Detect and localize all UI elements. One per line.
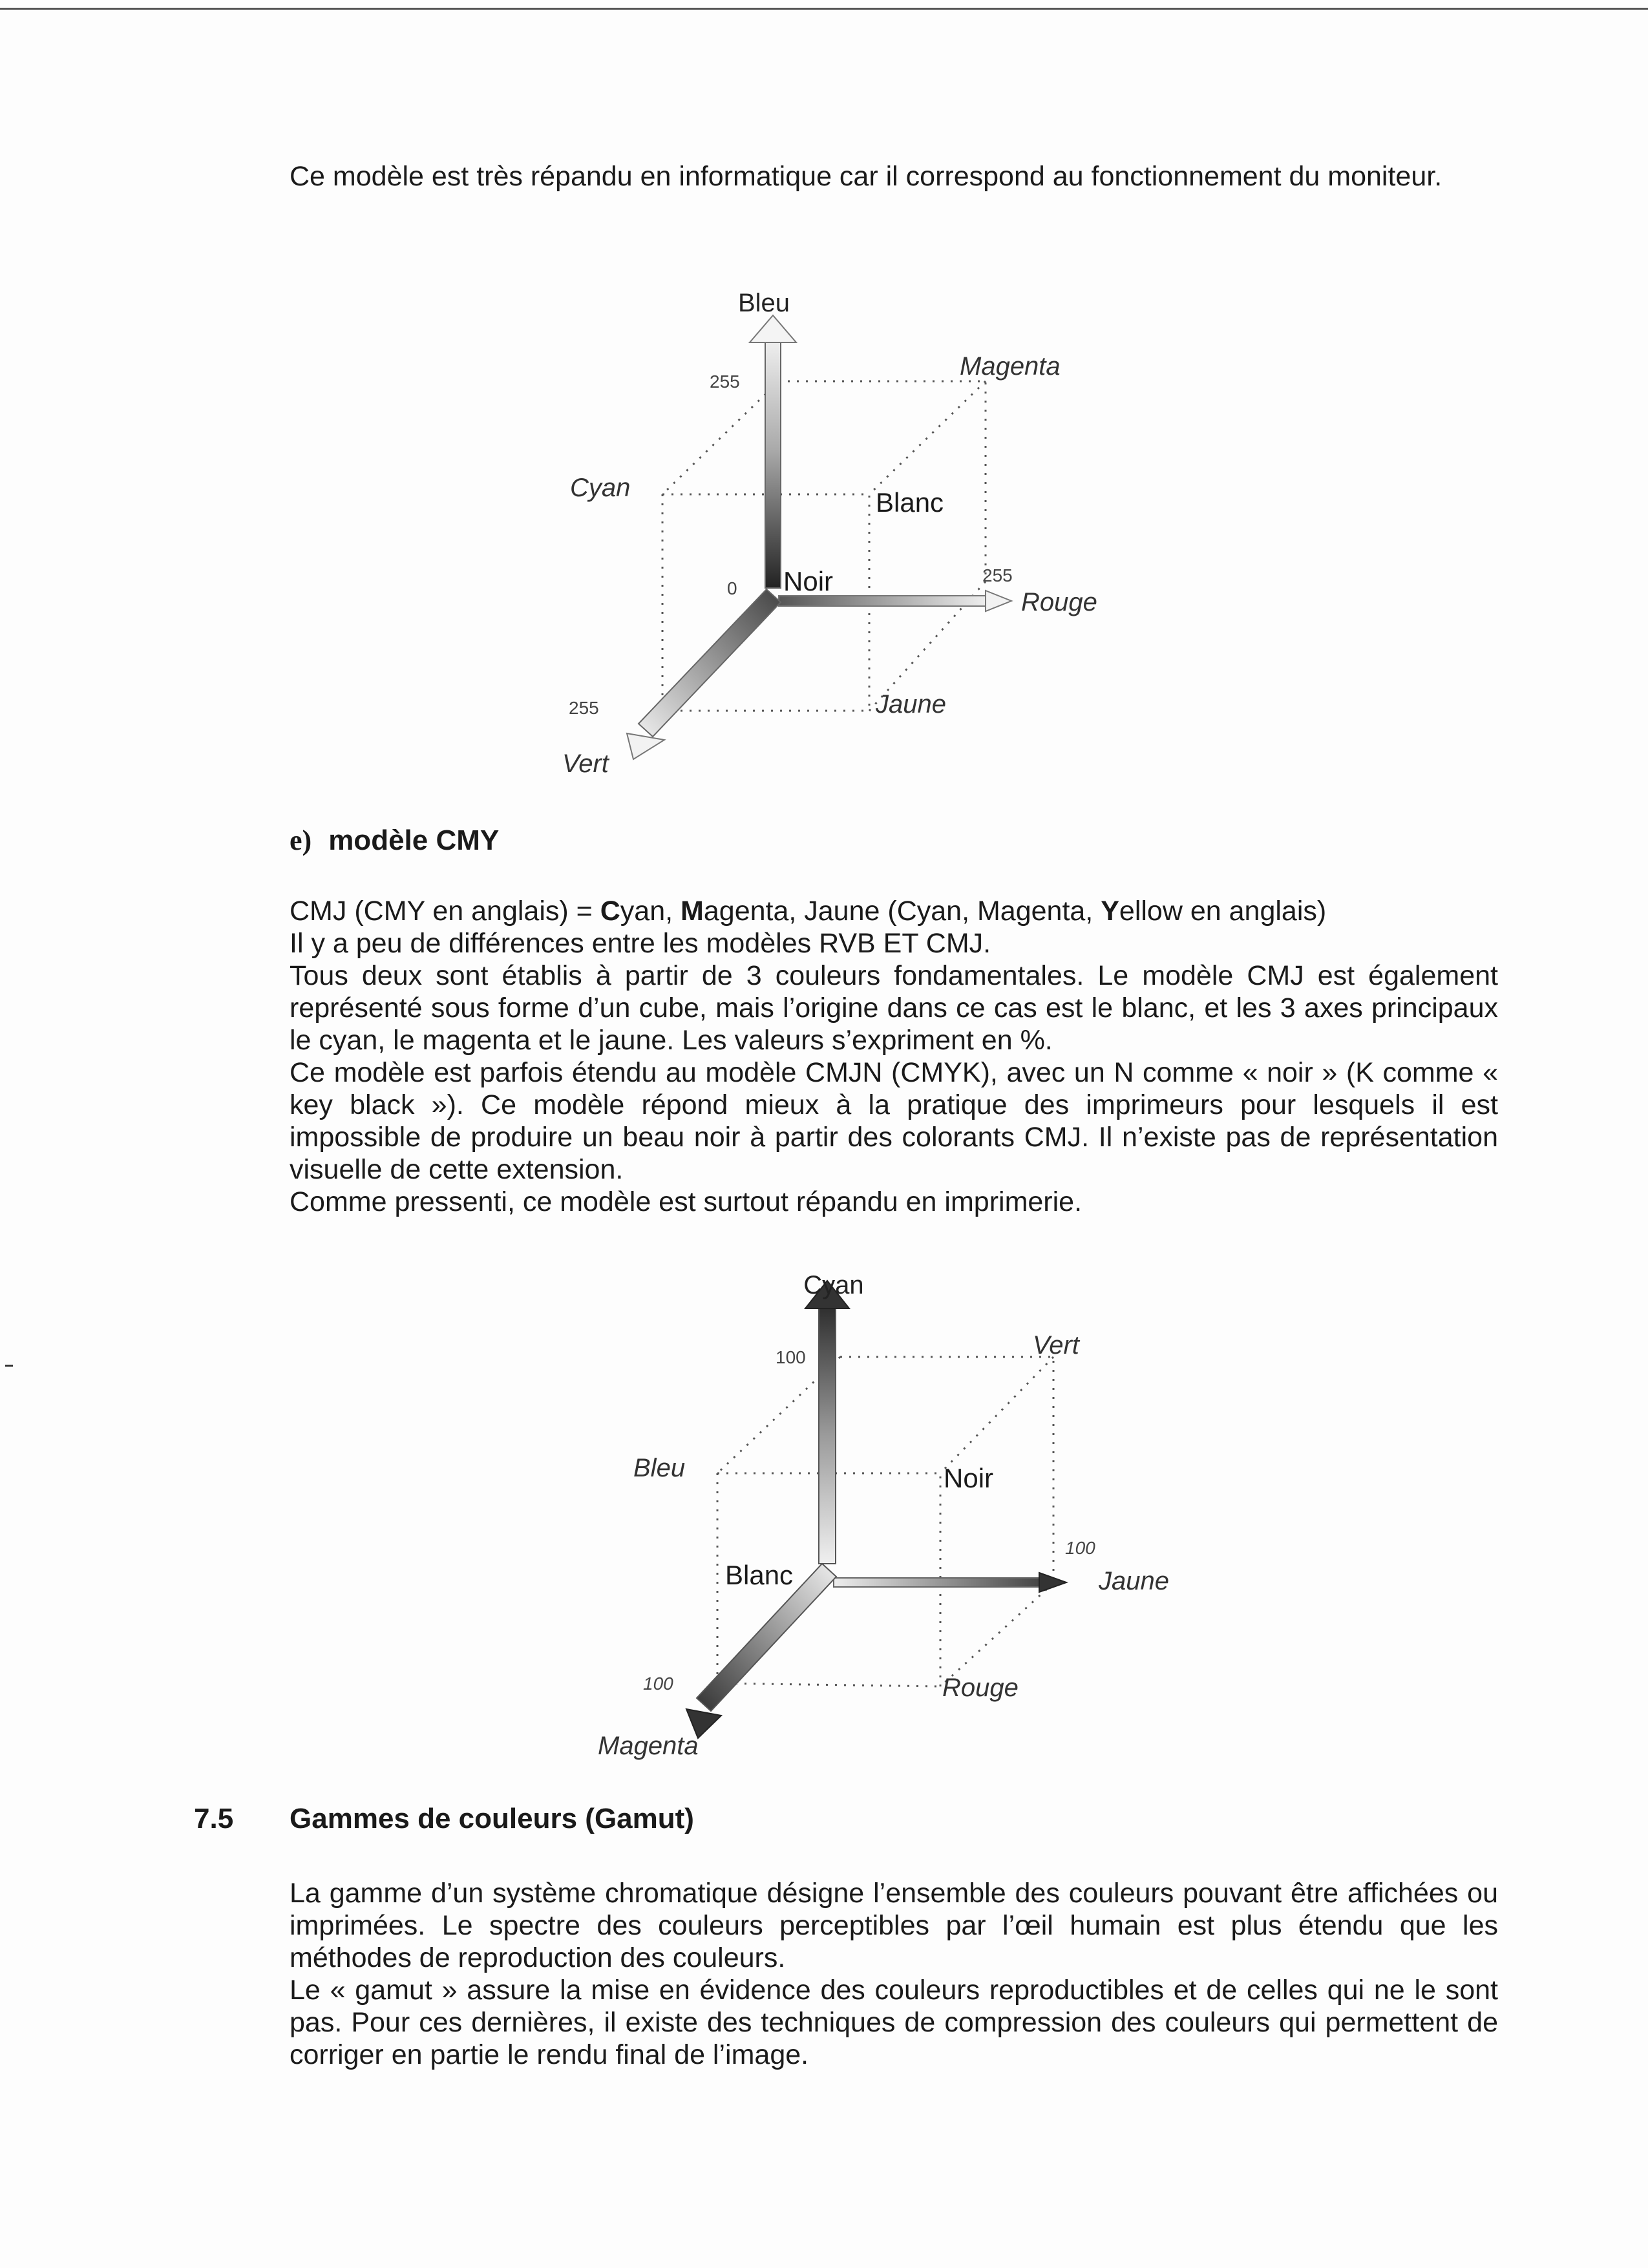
gamut-line-2: Le « gamut » assure la mise en évidence des couleurs reproductibles et de celles qui ne le sont pas. Pour ces dernières, il existe des techniques de compression des couleurs qui permettent de corriger en partie le rendu final de l’image. bbox=[290, 1975, 1498, 2070]
axis-label-cyan: Cyan bbox=[803, 1271, 864, 1299]
axis-label-vert: Vert bbox=[562, 750, 609, 778]
scan-edge-line bbox=[0, 8, 1648, 10]
axis-label-magenta: Magenta bbox=[598, 1732, 699, 1760]
cmy-line-1-prefix: CMJ (CMY en anglais) = bbox=[290, 896, 600, 927]
section-e-title: modèle CMY bbox=[328, 824, 500, 856]
tick-origin-0: 0 bbox=[727, 578, 737, 598]
cmy-bold-y: Y bbox=[1101, 896, 1119, 927]
section-e-heading bbox=[290, 824, 499, 857]
intro-text: Ce modèle est très répandu en informatique car il correspond au fonctionnement du moniteur. bbox=[290, 161, 1442, 192]
axis-label-rouge: Rouge bbox=[1021, 588, 1097, 616]
inner-label-blanc: Blanc bbox=[876, 487, 944, 518]
cmy-bold-c: C bbox=[600, 896, 620, 927]
cmy-m-rest: agenta, Jaune (Cyan, Magenta, bbox=[703, 896, 1101, 927]
cmy-paragraph bbox=[290, 895, 1498, 1218]
cmy-line-4: Ce modèle est parfois étendu au modèle CMJN (CMYK), avec un N comme « noir » (K comme « key black »). Ce modèle répond mieux à la pratique des imprimeurs pour lesquels il est impossible de produire un beau noir à partir des colorants CMJ. Il n’existe pas de représentation visuelle de cette extension. bbox=[290, 1057, 1498, 1185]
inner-label-noir: Noir bbox=[944, 1463, 994, 1493]
tick-magenta-100: 100 bbox=[643, 1674, 673, 1694]
origin-label-noir: Noir bbox=[783, 566, 834, 596]
tick-rouge-255: 255 bbox=[982, 565, 1013, 585]
cmy-line-2: Il y a peu de différences entre les modèles RVB ET CMJ. bbox=[290, 928, 991, 959]
origin-label-blanc: Blanc bbox=[725, 1560, 794, 1590]
cmy-line-5: Comme pressenti, ce modèle est surtout répandu en imprimerie. bbox=[290, 1186, 1083, 1217]
corner-label-bleu: Bleu bbox=[633, 1454, 686, 1482]
cmy-y-rest: ellow en anglais) bbox=[1119, 896, 1327, 927]
corner-label-cyan: Cyan bbox=[570, 474, 631, 502]
cmy-cube-figure bbox=[582, 1260, 1228, 1764]
section-number: 7.5 bbox=[194, 1803, 234, 1834]
gamut-line-1: La gamme d’un système chromatique désigne l’ensemble des couleurs pouvant être affichées ou imprimées. Le spectre des couleurs perceptibles par l’œil humain est plus étendu que les méthodes de reproduction des couleurs. bbox=[290, 1878, 1498, 1973]
corner-label-rouge: Rouge bbox=[942, 1674, 1019, 1702]
cmy-line-3: Tous deux sont établis à partir de 3 couleurs fondamentales. Le modèle CMJ est également représenté sous forme d’un cube, mais l’origine dans ce cas est le blanc, et les 3 axes principaux le cyan, le magenta et le jaune. Les valeurs s’expriment en %. bbox=[290, 960, 1498, 1056]
corner-label-vert: Vert bbox=[1033, 1331, 1079, 1360]
tick-vert-255: 255 bbox=[569, 698, 599, 718]
section-title: Gammes de couleurs (Gamut) bbox=[290, 1803, 694, 1834]
axis-label-jaune: Jaune bbox=[1099, 1567, 1169, 1595]
tick-cyan-100: 100 bbox=[776, 1347, 806, 1367]
axis-label-bleu: Bleu bbox=[737, 289, 790, 317]
tick-bleu-255: 255 bbox=[710, 372, 740, 392]
gamut-paragraph bbox=[290, 1877, 1498, 2071]
cmy-line-1 bbox=[290, 895, 1498, 927]
corner-label-jaune: Jaune bbox=[876, 690, 946, 719]
cmy-bold-m: M bbox=[681, 896, 704, 927]
corner-label-magenta: Magenta bbox=[960, 352, 1061, 381]
intro-paragraph bbox=[290, 160, 1498, 193]
cmy-c-rest: yan, bbox=[620, 896, 681, 927]
rgb-cube-figure bbox=[530, 284, 1150, 795]
tick-jaune-100: 100 bbox=[1065, 1538, 1095, 1558]
section-e-letter: e) bbox=[290, 824, 312, 856]
margin-mark bbox=[5, 1365, 13, 1367]
